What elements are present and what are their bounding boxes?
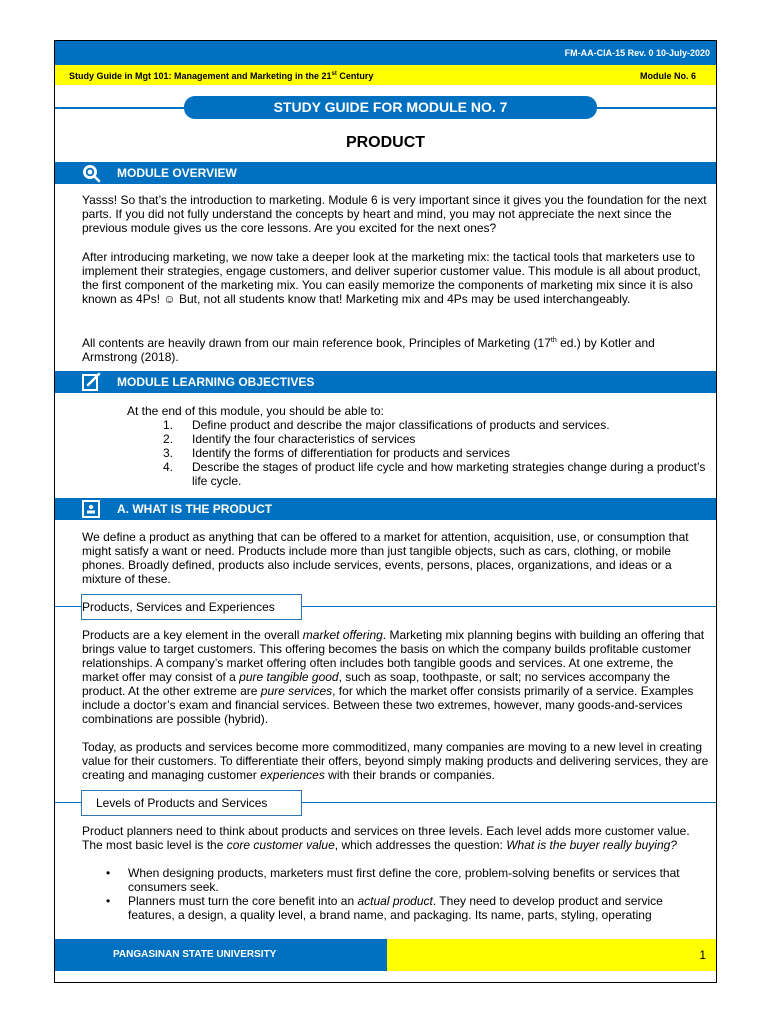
list-item: 4. Describe the stages of product life cycle and how marketing strategies change during a product’s life cycle. — [163, 460, 706, 488]
list-item: 3. Identify the forms of differentiation for products and services — [163, 446, 510, 460]
section-learning-objectives — [55, 371, 716, 393]
document-page — [54, 40, 717, 983]
subheading-products-services: Products, Services and Experiences — [81, 594, 302, 620]
product-definition-paragraph: We define a product as anything that can be offered to a market for attention, acquisition, use, or consumption that might satisfy a want or need. Products include more than just tangible objects, such as cars, clothing, or mobile phones. Broadly defined, products also include services, events, persons, places, organizations, and ideas or a mixture of these. — [82, 530, 689, 586]
section-label: A. WHAT IS THE PRODUCT — [117, 502, 273, 516]
objectives-intro: At the end of this module, you should be able to: — [127, 404, 384, 418]
levels-paragraph: Product planners need to think about products and services on three levels. Each level adds more customer value. The most basic level is the core customer value, which addresses the question: What is the buyer really buying? — [82, 824, 690, 852]
edit-note-icon — [81, 372, 101, 392]
market-offering-paragraph: Products are a key element in the overall market offering. Marketing mix planning begins with building an offering that brings value to target customers. This offering becomes the basis on which the company builds profitable customer relationships. A company’s market offering often includes both tangible goods and services. At one extreme, the market offer may consist of a pure tangible good, such as soap, toothpaste, or salt; no services accompany the product. At the other extreme are pure services, for which the market offer consists primarily of a service. Examples include a doctor’s exam and financial services. Between these two extremes, however, many goods-and-services combinations are possible (hybrid). — [82, 628, 705, 726]
list-item: • When designing products, marketers must first define the core, problem-solving benefits or services that consumers seek. — [106, 866, 680, 894]
document-user-icon — [81, 499, 101, 519]
footer-page-number: 1 — [387, 939, 716, 971]
list-item: • Planners must turn the core benefit into an actual product. They need to develop product and service features, a design, a quality level, a brand name, and packaging. Its name, parts, styling, operating — [106, 894, 663, 922]
experiences-paragraph: Today, as products and services become more commoditized, many companies are moving to a new level in creating value for their customers. To differentiate their offers, beyond simply making products and delivering services, they are creating and managing customer experiences with their brands or companies. — [82, 740, 709, 782]
section-module-overview — [55, 162, 716, 184]
overview-paragraph-3: All contents are heavily drawn from our main reference book, Principles of Marketing (17th ed.) by Kotler and Armstrong (2018). — [82, 336, 655, 364]
section-label: MODULE OVERVIEW — [117, 166, 237, 180]
list-item: 1. Define product and describe the major classifications of products and services. — [163, 418, 610, 432]
study-guide-banner: STUDY GUIDE FOR MODULE NO. 7 — [184, 96, 597, 119]
section-what-is-the-product — [55, 498, 716, 520]
magnifier-icon — [81, 163, 101, 183]
header-top-bar — [55, 41, 716, 65]
overview-paragraph-1: Yasss! So that’s the introduction to marketing. Module 6 is very important since it gives you the foundation for the next parts. If you did not fully understand the concepts by heart and mind, you may not appreciate the next since the previous module gives us the core lessons. Are you excited for the next ones? — [82, 193, 707, 235]
course-title: Study Guide in Mgt 101: Management and Marketing in the 21st Century — [69, 71, 374, 81]
overview-paragraph-2: After introducing marketing, we now take a deeper look at the marketing mix: the tactical tools that marketers use to implement their strategies, engage customers, and deliver superior customer value. This module is all about product, the first component of the marketing mix. You can easily memorize the components of marketing mix since it is also known as 4Ps! ☺ But, not all students know that! Marketing mix and 4Ps may be used interchangeably. — [82, 250, 701, 306]
form-code: FM-AA-CIA-15 Rev. 0 10-July-2020 — [564, 48, 710, 58]
header-course-bar — [55, 65, 716, 85]
module-number: Module No. 6 — [640, 71, 696, 81]
list-item: 2. Identify the four characteristics of services — [163, 432, 416, 446]
footer-university: PANGASINAN STATE UNIVERSITY — [55, 939, 387, 971]
page-title: PRODUCT — [345, 134, 426, 151]
objectives-list — [127, 404, 707, 488]
subheading-levels-of-products: Levels of Products and Services — [81, 790, 302, 816]
section-label: MODULE LEARNING OBJECTIVES — [117, 375, 315, 389]
levels-bullet-list — [82, 866, 712, 922]
